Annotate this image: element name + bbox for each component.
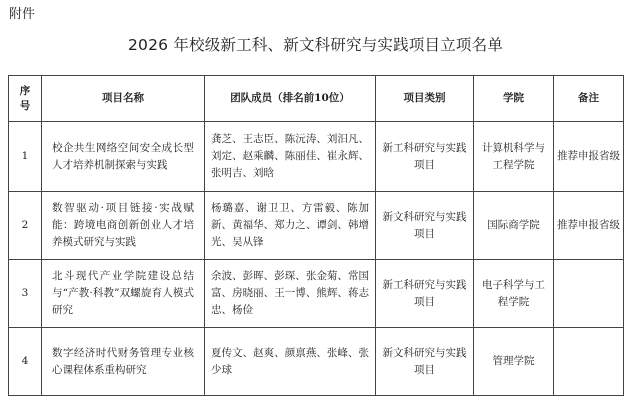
cell-project: 北斗现代产业学院建设总结与“产教·科教”双螺旋育人模式研究 — [42, 260, 205, 328]
cell-category: 新工科研究与实践项目 — [376, 122, 474, 192]
cell-remarks — [554, 260, 624, 328]
cell-category: 新文科研究与实践项目 — [376, 328, 474, 396]
table-header-row — [9, 76, 624, 122]
header-remarks: 备注 — [554, 76, 624, 122]
table-row — [9, 260, 624, 328]
attachment-label: 附件 — [9, 7, 36, 22]
cell-remarks: 推荐申报省级 — [554, 192, 624, 260]
cell-seq: 3 — [9, 260, 42, 328]
header-seq — [9, 76, 42, 122]
header-project: 项目名称 — [42, 76, 205, 122]
cell-project: 数字经济时代财务管理专业核心课程体系重构研究 — [42, 328, 205, 396]
table-row — [9, 328, 624, 396]
header-seq-bottom: 号 — [19, 99, 31, 112]
cell-category: 新工科研究与实践项目 — [376, 260, 474, 328]
cell-members: 杨璐嘉、谢卫卫、方雷毅、陈加新、黄福华、郑力之、谭剑、韩增光、吴从锋 — [205, 192, 376, 260]
project-list-table — [8, 75, 624, 396]
cell-project: 数智驱动·项目链接·实战赋能：跨境电商创新创业人才培养模式研究与实践 — [42, 192, 205, 260]
cell-remarks: 推荐申报省级 — [554, 122, 624, 192]
cell-category: 新文科研究与实践项目 — [376, 192, 474, 260]
cell-seq: 2 — [9, 192, 42, 260]
cell-members: 龚芝、王志臣、陈沅涛、刘汨凡、刘定、赵乘麟、陈丽佳、崔永辉、张明吉、刘晗 — [205, 122, 376, 192]
header-seq-top: 序 — [19, 84, 31, 97]
header-members: 团队成员（排名前10位） — [205, 76, 376, 122]
document-title: 2026 年校级新工科、新文科研究与实践项目立项名单 — [127, 36, 504, 54]
cell-college: 计算机科学与工程学院 — [474, 122, 554, 192]
cell-college: 电子科学与工程学院 — [474, 260, 554, 328]
cell-college: 国际商学院 — [474, 192, 554, 260]
header-college: 学院 — [474, 76, 554, 122]
cell-project: 校企共生网络空间安全成长型人才培养机制探索与实践 — [42, 122, 205, 192]
cell-members: 夏传文、赵爽、颜禀燕、张峰、张少球 — [205, 328, 376, 396]
table-row — [9, 192, 624, 260]
cell-seq: 4 — [9, 328, 42, 396]
cell-seq: 1 — [9, 122, 42, 192]
header-category: 项目类别 — [376, 76, 474, 122]
cell-remarks — [554, 328, 624, 396]
cell-members: 余波、彭晖、彭琛、张金菊、常国富、房晓丽、王一博、熊辉、蒋志忠、杨俭 — [205, 260, 376, 328]
cell-college: 管理学院 — [474, 328, 554, 396]
table-row — [9, 122, 624, 192]
